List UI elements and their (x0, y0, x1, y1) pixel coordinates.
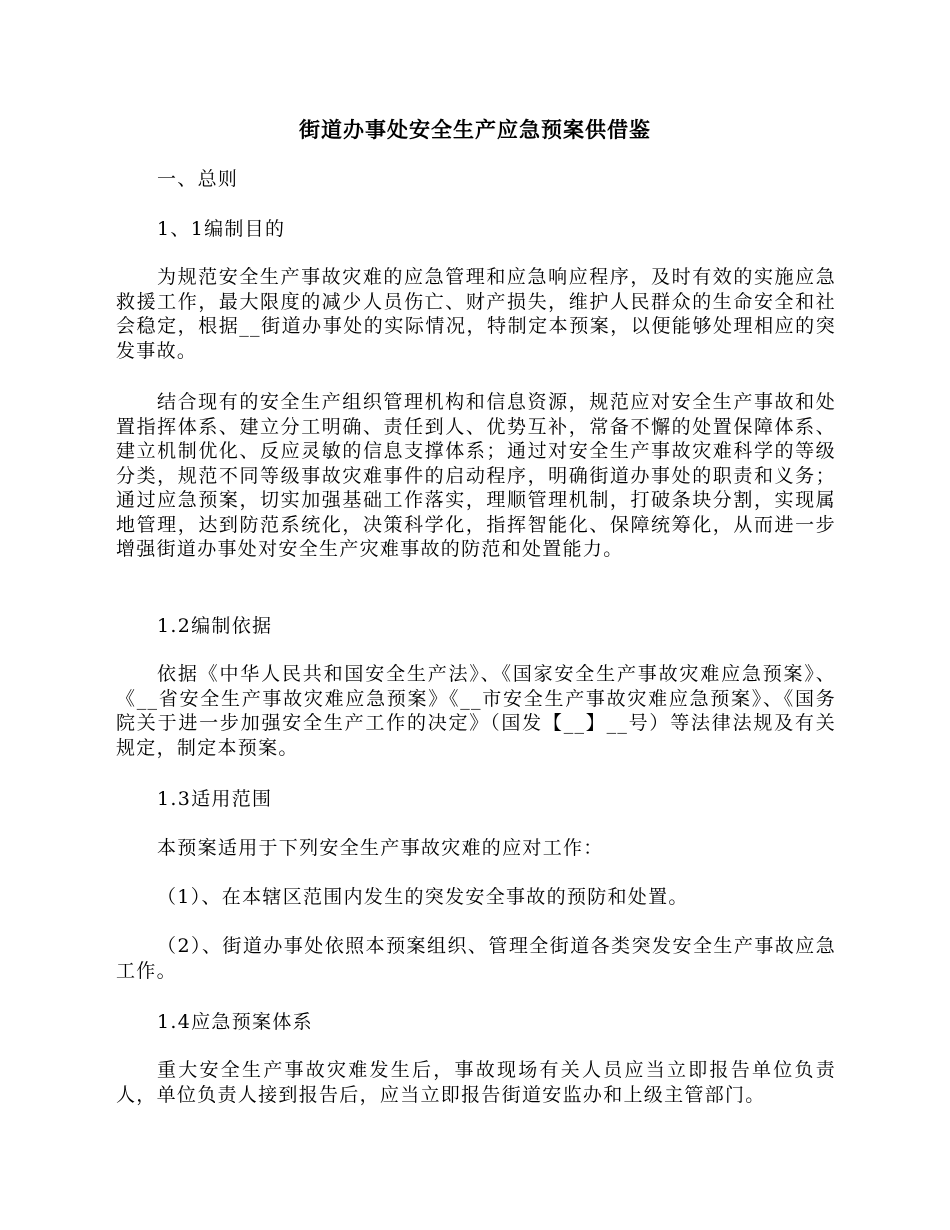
paragraph-basis: 依据《中华人民共和国安全生产法》、《国家安全生产事故灾难应急预案》、《__省安全生产事故灾难应急预案》《__市安全生产事故灾难应急预案》、《国务院关于进一步加强安全生产工作的决定》（国发【__】__号）等法律法规及有关规定，制定本预案。 (116, 663, 836, 759)
section-heading-scope: 1.3适用范围 (157, 788, 273, 810)
section-heading-general: 一、总则 (157, 168, 239, 190)
section-heading-plan-system: 1.4应急预案体系 (157, 1011, 313, 1033)
paragraph-purpose: 为规范安全生产事故灾难的应急管理和应急响应程序，及时有效的实施应急救援工作，最大限度的减少人员伤亡、财产损失，维护人民群众的生命安全和社会稳定，根据__街道办事处的实际情况，特制定本预案，以便能够处理相应的突发事故。 (116, 266, 836, 362)
paragraph-objectives: 结合现有的安全生产组织管理机构和信息资源，规范应对安全生产事故和处置指挥体系、建立分工明确、责任到人、优势互补，常备不懈的处置保障体系、建立机制优化、反应灵敏的信息支撑体系；通过对安全生产事故灾难科学的等级分类，规范不同等级事故灾难事件的启动程序，明确街道办事处的职责和义务；通过应急预案，切实加强基础工作落实，理顺管理机制，打破条块分割，实现属地管理，达到防范系统化，决策科学化，指挥智能化、保障统筹化，从而进一步增强街道办事处对安全生产灾难事故的防范和处置能力。 (116, 391, 836, 560)
paragraph-scope-intro: 本预案适用于下列安全生产事故灾难的应对工作： (157, 837, 604, 859)
paragraph-plan-system: 重大安全生产事故灾难发生后，事故现场有关人员应当立即报告单位负责人，单位负责人接到报告后，应当立即报告街道安监办和上级主管部门。 (116, 1059, 836, 1106)
section-heading-basis: 1.2编制依据 (157, 615, 273, 637)
paragraph-scope-item-2: （2）、街道办事处依照本预案组织、管理全街道各类突发安全生产事故应急工作。 (116, 935, 836, 982)
paragraph-scope-item-1: （1）、在本辖区范围内发生的突发安全事故的预防和处置。 (157, 886, 689, 908)
section-heading-purpose: 1、1编制目的 (157, 218, 286, 240)
document-title: 街道办事处安全生产应急预案供借鉴 (299, 117, 651, 142)
